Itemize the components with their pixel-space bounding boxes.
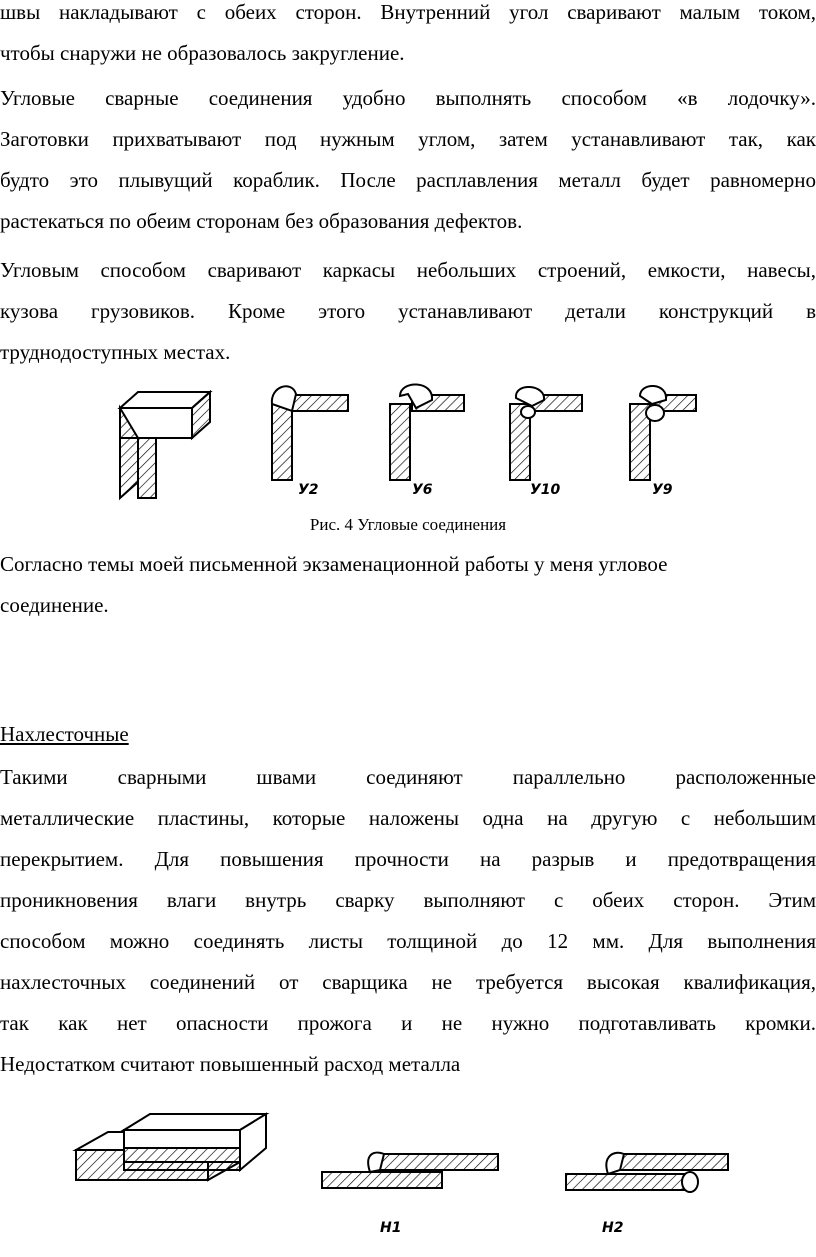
text-line: проникновения влаги внутрь сварку выполняют с обеих сторон. Этим: [0, 888, 816, 912]
text-line: Согласно темы моей письменной экзаменационной работы у меня угловое: [0, 552, 668, 576]
text-line: растекаться по обеим сторонам без образования дефектов.: [0, 209, 523, 233]
paragraph-boat-method: [0, 78, 816, 242]
text-line: Угловым способом сваривают каркасы небольших строений, емкости, навесы,: [0, 258, 816, 282]
text-line: способом можно соединять листы толщиной до 12 мм. Для выполнения: [0, 929, 816, 953]
text-line: так как нет опасности прожога и не нужно подготавливать кромки.: [0, 1011, 816, 1035]
text-line: будто это плывущий кораблик. После расплавления металл будет равномерно: [0, 168, 816, 192]
text-line: нахлесточных соединений от сварщика не требуется высокая квалификация,: [0, 970, 816, 994]
lap-joint-3d-illustration: [76, 1114, 266, 1180]
paragraph-exam-topic: [0, 544, 816, 626]
text-line: Угловые сварные соединения удобно выполнять способом «в лодочку».: [0, 86, 816, 110]
lap-profile-h1: [322, 1153, 498, 1188]
label-u9: У9: [652, 482, 673, 498]
figure-lap-joints: [0, 1108, 816, 1257]
label-h1: Н1: [380, 1220, 402, 1236]
label-h2: Н2: [602, 1220, 624, 1236]
paragraph-applications: [0, 250, 816, 373]
text-line: соединение.: [0, 593, 109, 617]
text-line: кузова грузовиков. Кроме этого устанавливают детали конструкций в: [0, 299, 816, 323]
text-line: перекрытием. Для повышения прочности на разрыв и предотвращения: [0, 847, 816, 871]
corner-joint-3d-illustration: [120, 392, 210, 498]
figure-corner-joints: [0, 370, 816, 510]
paragraph-intro: [0, 0, 816, 74]
text-line: Такими сварными швами соединяют параллельно расположенные: [0, 765, 816, 789]
joint-profile-u10: [510, 387, 582, 480]
text-line: труднодоступных местах.: [0, 340, 231, 364]
text-line: металлические пластины, которые наложены одна на другую с небольшим: [0, 806, 816, 830]
text-line: Заготовки прихватывают под нужным углом, затем устанавливают так, как: [0, 127, 816, 151]
section-heading: Нахлесточные: [0, 722, 129, 746]
joint-profile-u2: [272, 386, 348, 480]
joint-profile-u6: [390, 384, 464, 480]
joint-profile-u9: [630, 386, 696, 480]
text-line: швы накладывают с обеих сторон. Внутренний угол сваривают малым током,: [0, 0, 816, 24]
paragraph-lap-joints: [0, 757, 816, 1085]
figure-caption: Рис. 4 Угловые соединения: [309, 515, 507, 534]
label-u2: У2: [298, 482, 319, 498]
lap-profile-h2: [566, 1153, 728, 1192]
label-u10: У10: [530, 482, 561, 498]
text-line: чтобы снаружи не образовалось закругление.: [0, 41, 405, 65]
text-line: Недостатком считают повышенный расход металла: [0, 1052, 461, 1076]
label-u6: У6: [412, 482, 433, 498]
